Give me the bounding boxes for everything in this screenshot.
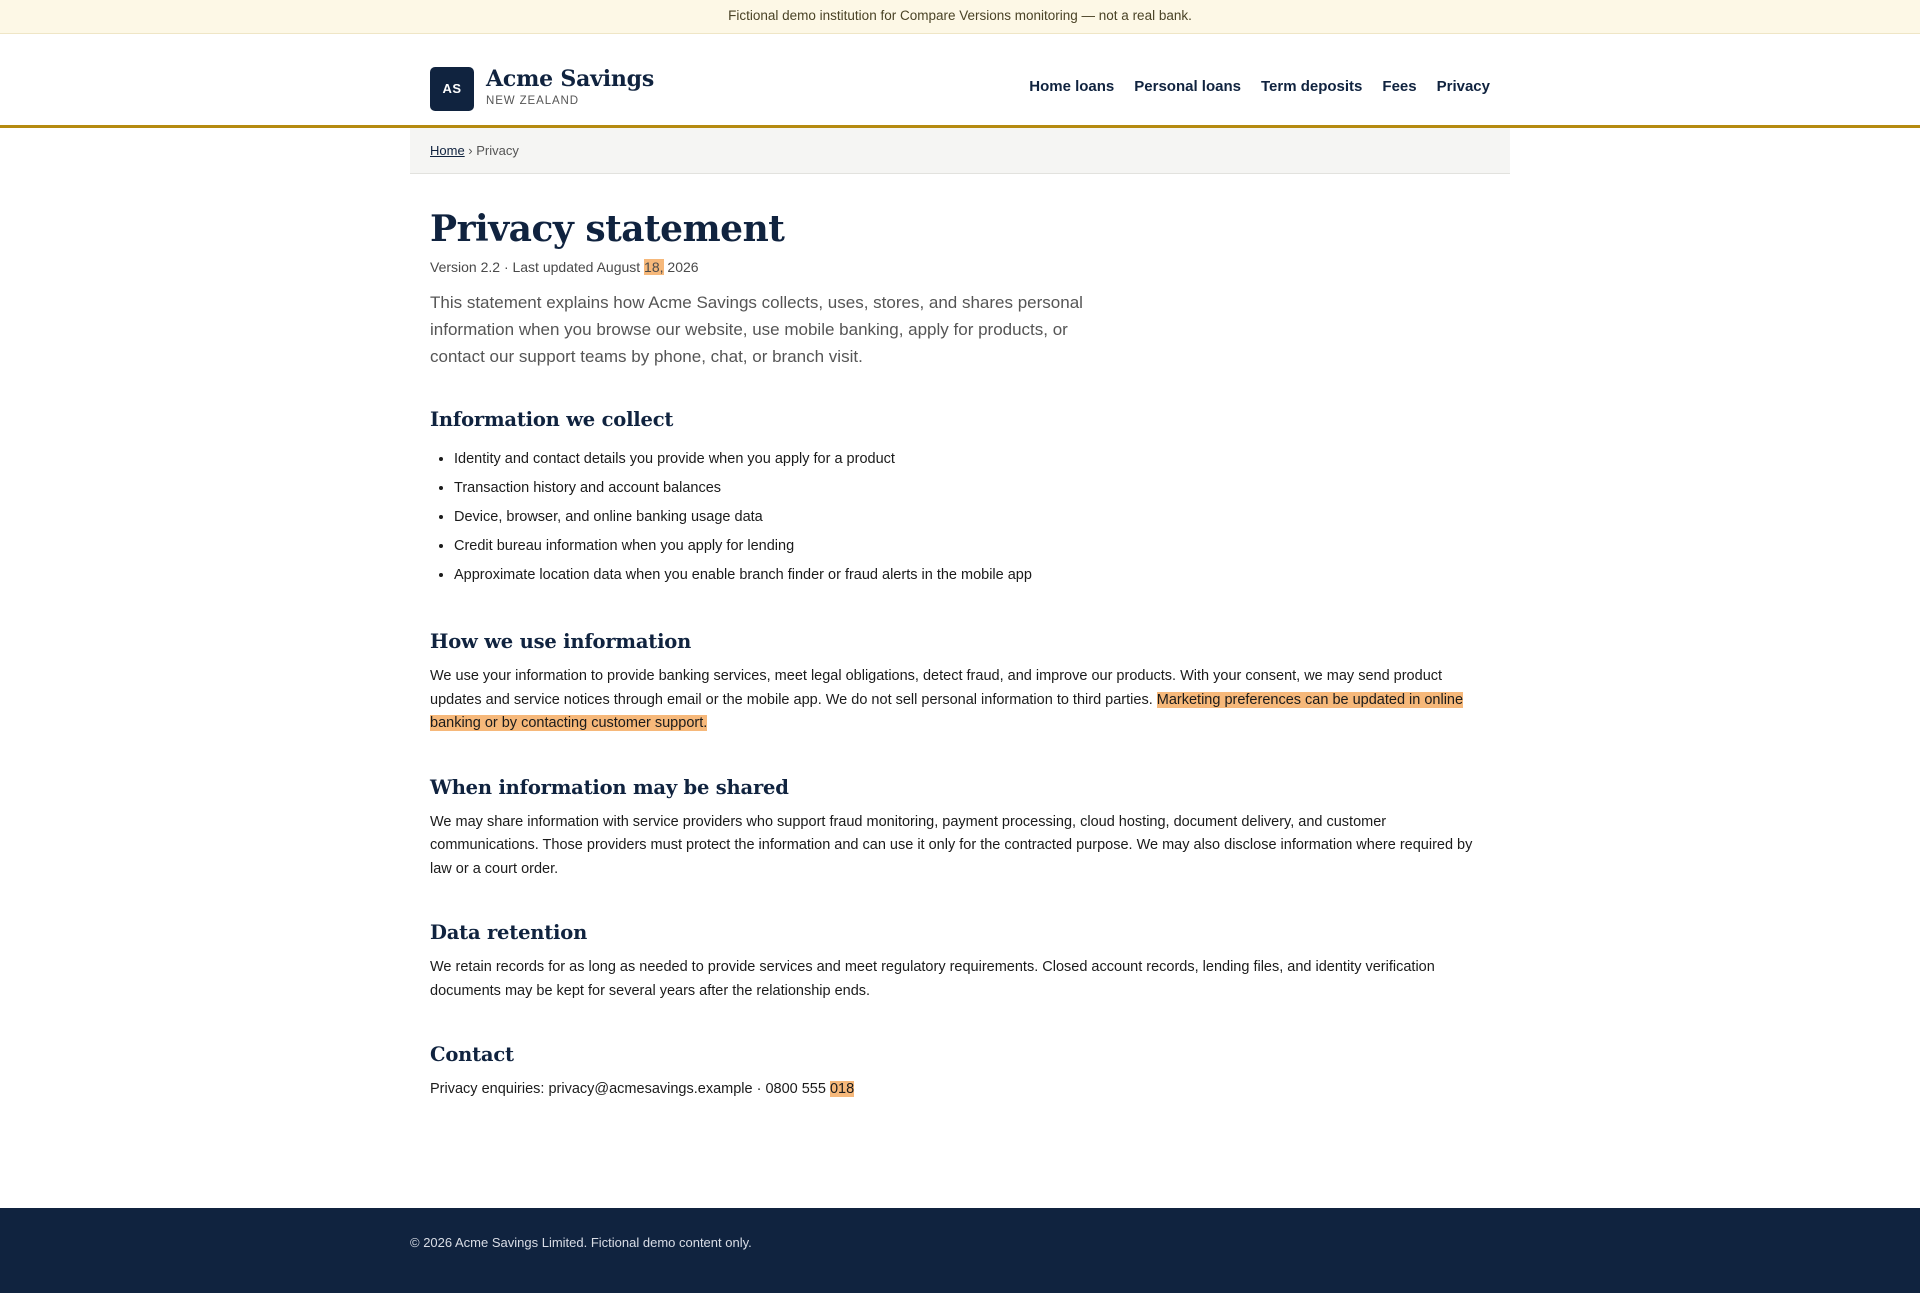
section-contact-body <box>430 1078 1492 1102</box>
header-inner <box>430 34 1490 125</box>
section-shared-body: We may share information with service providers who support fraud monitoring, payment processing, cloud hosting, document delivery, and customer communications. Those providers must protect the information and can use it only for the contracted purpose. We may also disclose information where required by law or a court order. <box>430 813 1473 877</box>
collect-list <box>430 445 1492 590</box>
list-item: • Identity and contact details you provide when you apply for a product <box>454 445 1492 474</box>
section-use-heading: How we use information <box>430 630 692 653</box>
version-diff-highlight: 18, <box>644 259 664 275</box>
section-retention-body: We retain records for as long as needed to provide services and meet regulatory requirements. Closed account records, lending files, and identity verification documents may be kept for several years after the relationship ends. <box>430 959 1435 999</box>
list-item: • Credit bureau information when you apply for lending <box>454 532 1492 561</box>
logo-name[interactable]: Acme Savings <box>486 66 655 92</box>
site-footer <box>0 1208 1920 1293</box>
section-collect <box>430 408 1492 590</box>
footer-text: © 2026 Acme Savings Limited. Fictional demo content only. <box>410 1235 752 1250</box>
version-line <box>430 259 1492 275</box>
section-retention <box>430 921 1492 1003</box>
list-item: • Approximate location data when you enable branch finder or fraud alerts in the mobile app <box>454 561 1492 590</box>
breadcrumb-home-link[interactable]: Home <box>430 143 465 158</box>
intro-paragraph: This statement explains how Acme Savings collects, uses, stores, and shares personal information when you browse our website, use mobile banking, apply for products, or contact our support teams by phone, chat, or branch visit. <box>430 293 1083 366</box>
nav-term-deposits[interactable]: Term deposits <box>1260 78 1363 95</box>
demo-banner <box>0 0 1920 34</box>
breadcrumb-current: Privacy <box>476 143 519 158</box>
version-prefix: Version 2.2 · Last updated August <box>430 259 645 275</box>
section-use-body <box>430 665 1492 736</box>
list-item: • Device, browser, and online banking usage data <box>454 503 1492 532</box>
section-contact <box>430 1043 1492 1102</box>
section-shared-heading: When information may be shared <box>430 775 789 799</box>
section-use-diff-highlight: Marketing preferences can be updated in online banking or by contacting customer support. <box>430 691 1464 731</box>
breadcrumb-separator: › <box>464 143 477 158</box>
breadcrumb-bar <box>410 128 1510 174</box>
page-title: Privacy statement <box>430 208 785 250</box>
list-item: • Transaction history and account balances <box>454 474 1492 503</box>
main-content <box>430 205 1492 1102</box>
nav-personal-loans[interactable]: Personal loans <box>1134 78 1241 95</box>
breadcrumb <box>430 143 519 158</box>
section-shared <box>430 776 1492 882</box>
section-retention-heading: Data retention <box>430 921 588 944</box>
nav-privacy[interactable]: Privacy <box>1436 78 1490 95</box>
nav-home-loans[interactable]: Home loans <box>1029 78 1115 95</box>
section-use <box>430 630 1492 736</box>
version-suffix: 2026 <box>663 259 699 275</box>
logo-subtitle: NEW ZEALAND <box>486 95 579 107</box>
section-contact-heading: Contact <box>430 1043 514 1066</box>
contact-diff-highlight: 018 <box>829 1081 855 1097</box>
logo-mark[interactable]: AS <box>430 67 474 111</box>
site-header <box>0 34 1920 128</box>
demo-banner-text: Fictional demo institution for Compare Versions monitoring — not a real bank. <box>728 8 1192 23</box>
contact-text: Privacy enquiries: privacy@acmesavings.example · 0800 555 <box>430 1081 830 1097</box>
nav-fees[interactable]: Fees <box>1382 78 1417 95</box>
section-use-text: We use your information to provide banking services, meet legal obligations, detect fraud, and improve our products. With your consent, we may send product updates and service notices through email or the mobile app. We do not sell personal information to third parties. <box>430 668 1443 708</box>
main-nav <box>1029 78 1490 95</box>
section-collect-heading: Information we collect <box>430 408 674 431</box>
